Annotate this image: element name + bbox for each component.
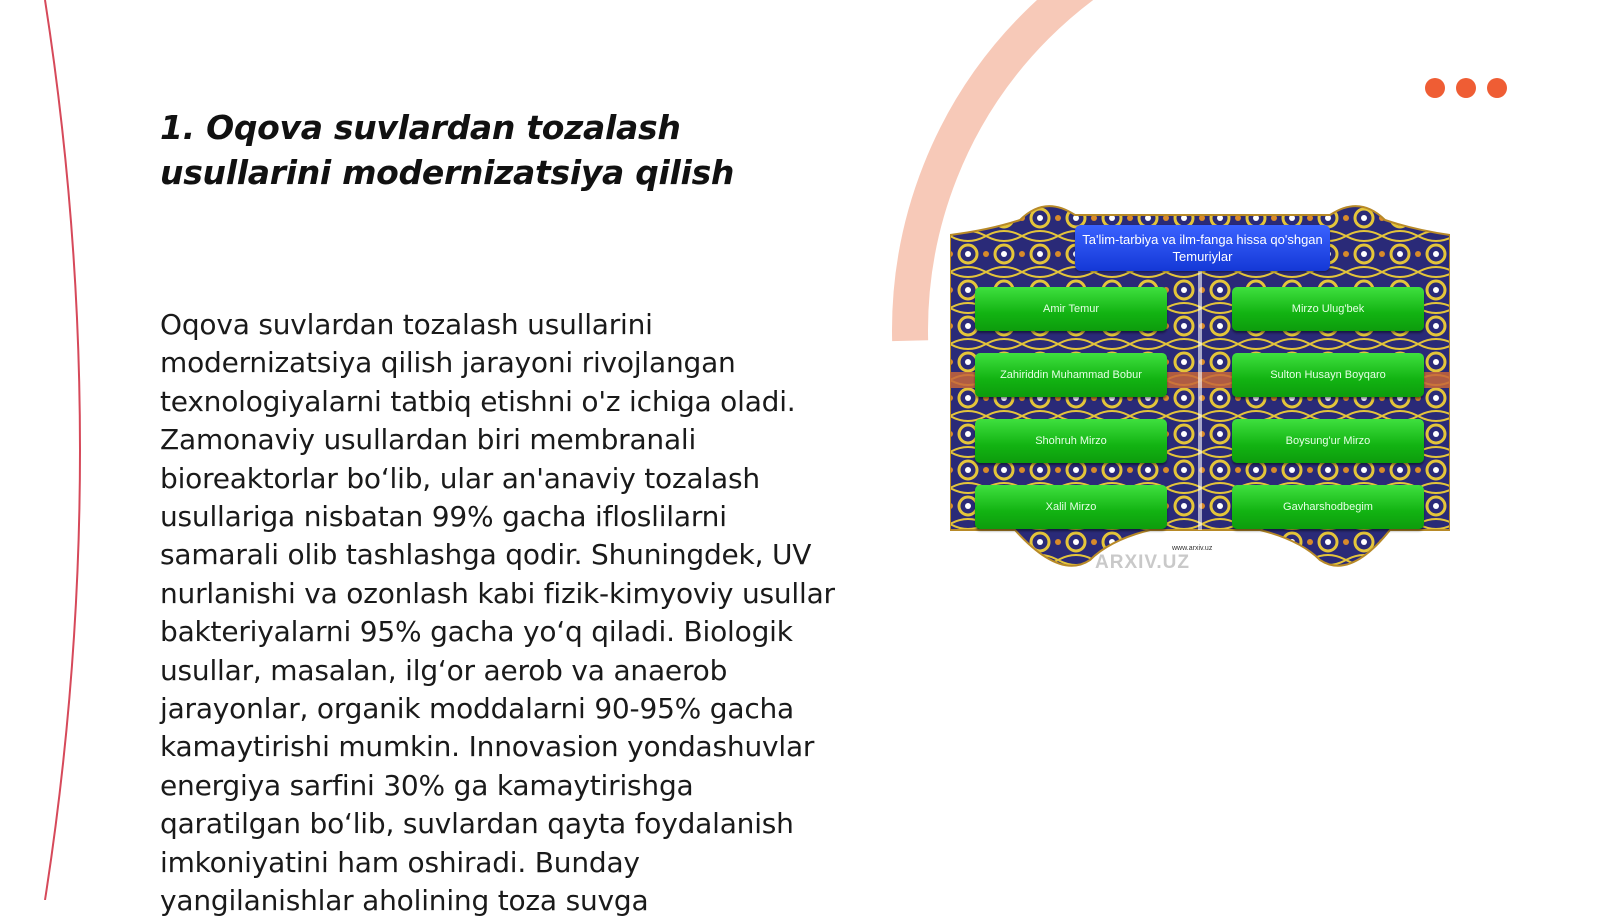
dot-icon xyxy=(1487,78,1507,98)
figure-button[interactable]: Xalil Mirzo xyxy=(975,485,1167,529)
figure-header: Ta'lim-tarbiya va ilm-fanga hissa qo'shgan Temuriylar xyxy=(1075,225,1330,271)
watermark-url: www.arxiv.uz xyxy=(1172,545,1213,552)
figure-button[interactable]: Gavharshodbegim xyxy=(1232,485,1424,529)
dot-icon xyxy=(1456,78,1476,98)
figure-button[interactable]: Boysung'ur Mirzo xyxy=(1232,419,1424,463)
dot-icon xyxy=(1425,78,1445,98)
timurids-figure xyxy=(950,200,1450,575)
figure-button[interactable]: Mirzo Ulug'bek xyxy=(1232,287,1424,331)
slide-body-text: Oqova suvlardan tozalash usullarini modernizatsiya qilish jarayoni rivojlangan texnologiyalarni tatbiq etishni o'z ichiga oladi. Zamonaviy usullardan biri membranali bioreaktorlar bo‘lib, ular an'anaviy tozalash usullariga nisbatan 99% gacha ifloslilarni samarali olib tashlashga qodir. Shuningdek, UV nurlanishi va ozonlash kabi fizik-kimyoviy usullar bakteriyalarni 95% gacha yo‘q qiladi. Biologik usullar, masalan, ilg‘or aerob va anaerob jarayonlar, organik moddalarni 90-95% gacha kamaytirishi mumkin. Innovasion yondashuvlar energiya sarfini 30% ga kamaytirishga qaratilgan bo‘lib, suvlardan qayta foydalanish imkoniyatini ham oshiradi. Bunday yangilanishlar aholining toza suvga xyxy=(160,308,835,918)
left-curve-line xyxy=(45,0,80,900)
slide-title: 1. Oqova suvlardan tozalash usullarini modernizatsiya qilish xyxy=(160,108,735,192)
figure-button[interactable]: Amir Temur xyxy=(975,287,1167,331)
figure-button[interactable]: Shohruh Mirzo xyxy=(975,419,1167,463)
figure-button[interactable]: Zahiriddin Muhammad Bobur xyxy=(975,353,1167,397)
decorative-dots xyxy=(1425,78,1507,98)
watermark-logo: ARXIV.UZ xyxy=(1095,552,1190,573)
figure-button[interactable]: Sulton Husayn Boyqaro xyxy=(1232,353,1424,397)
